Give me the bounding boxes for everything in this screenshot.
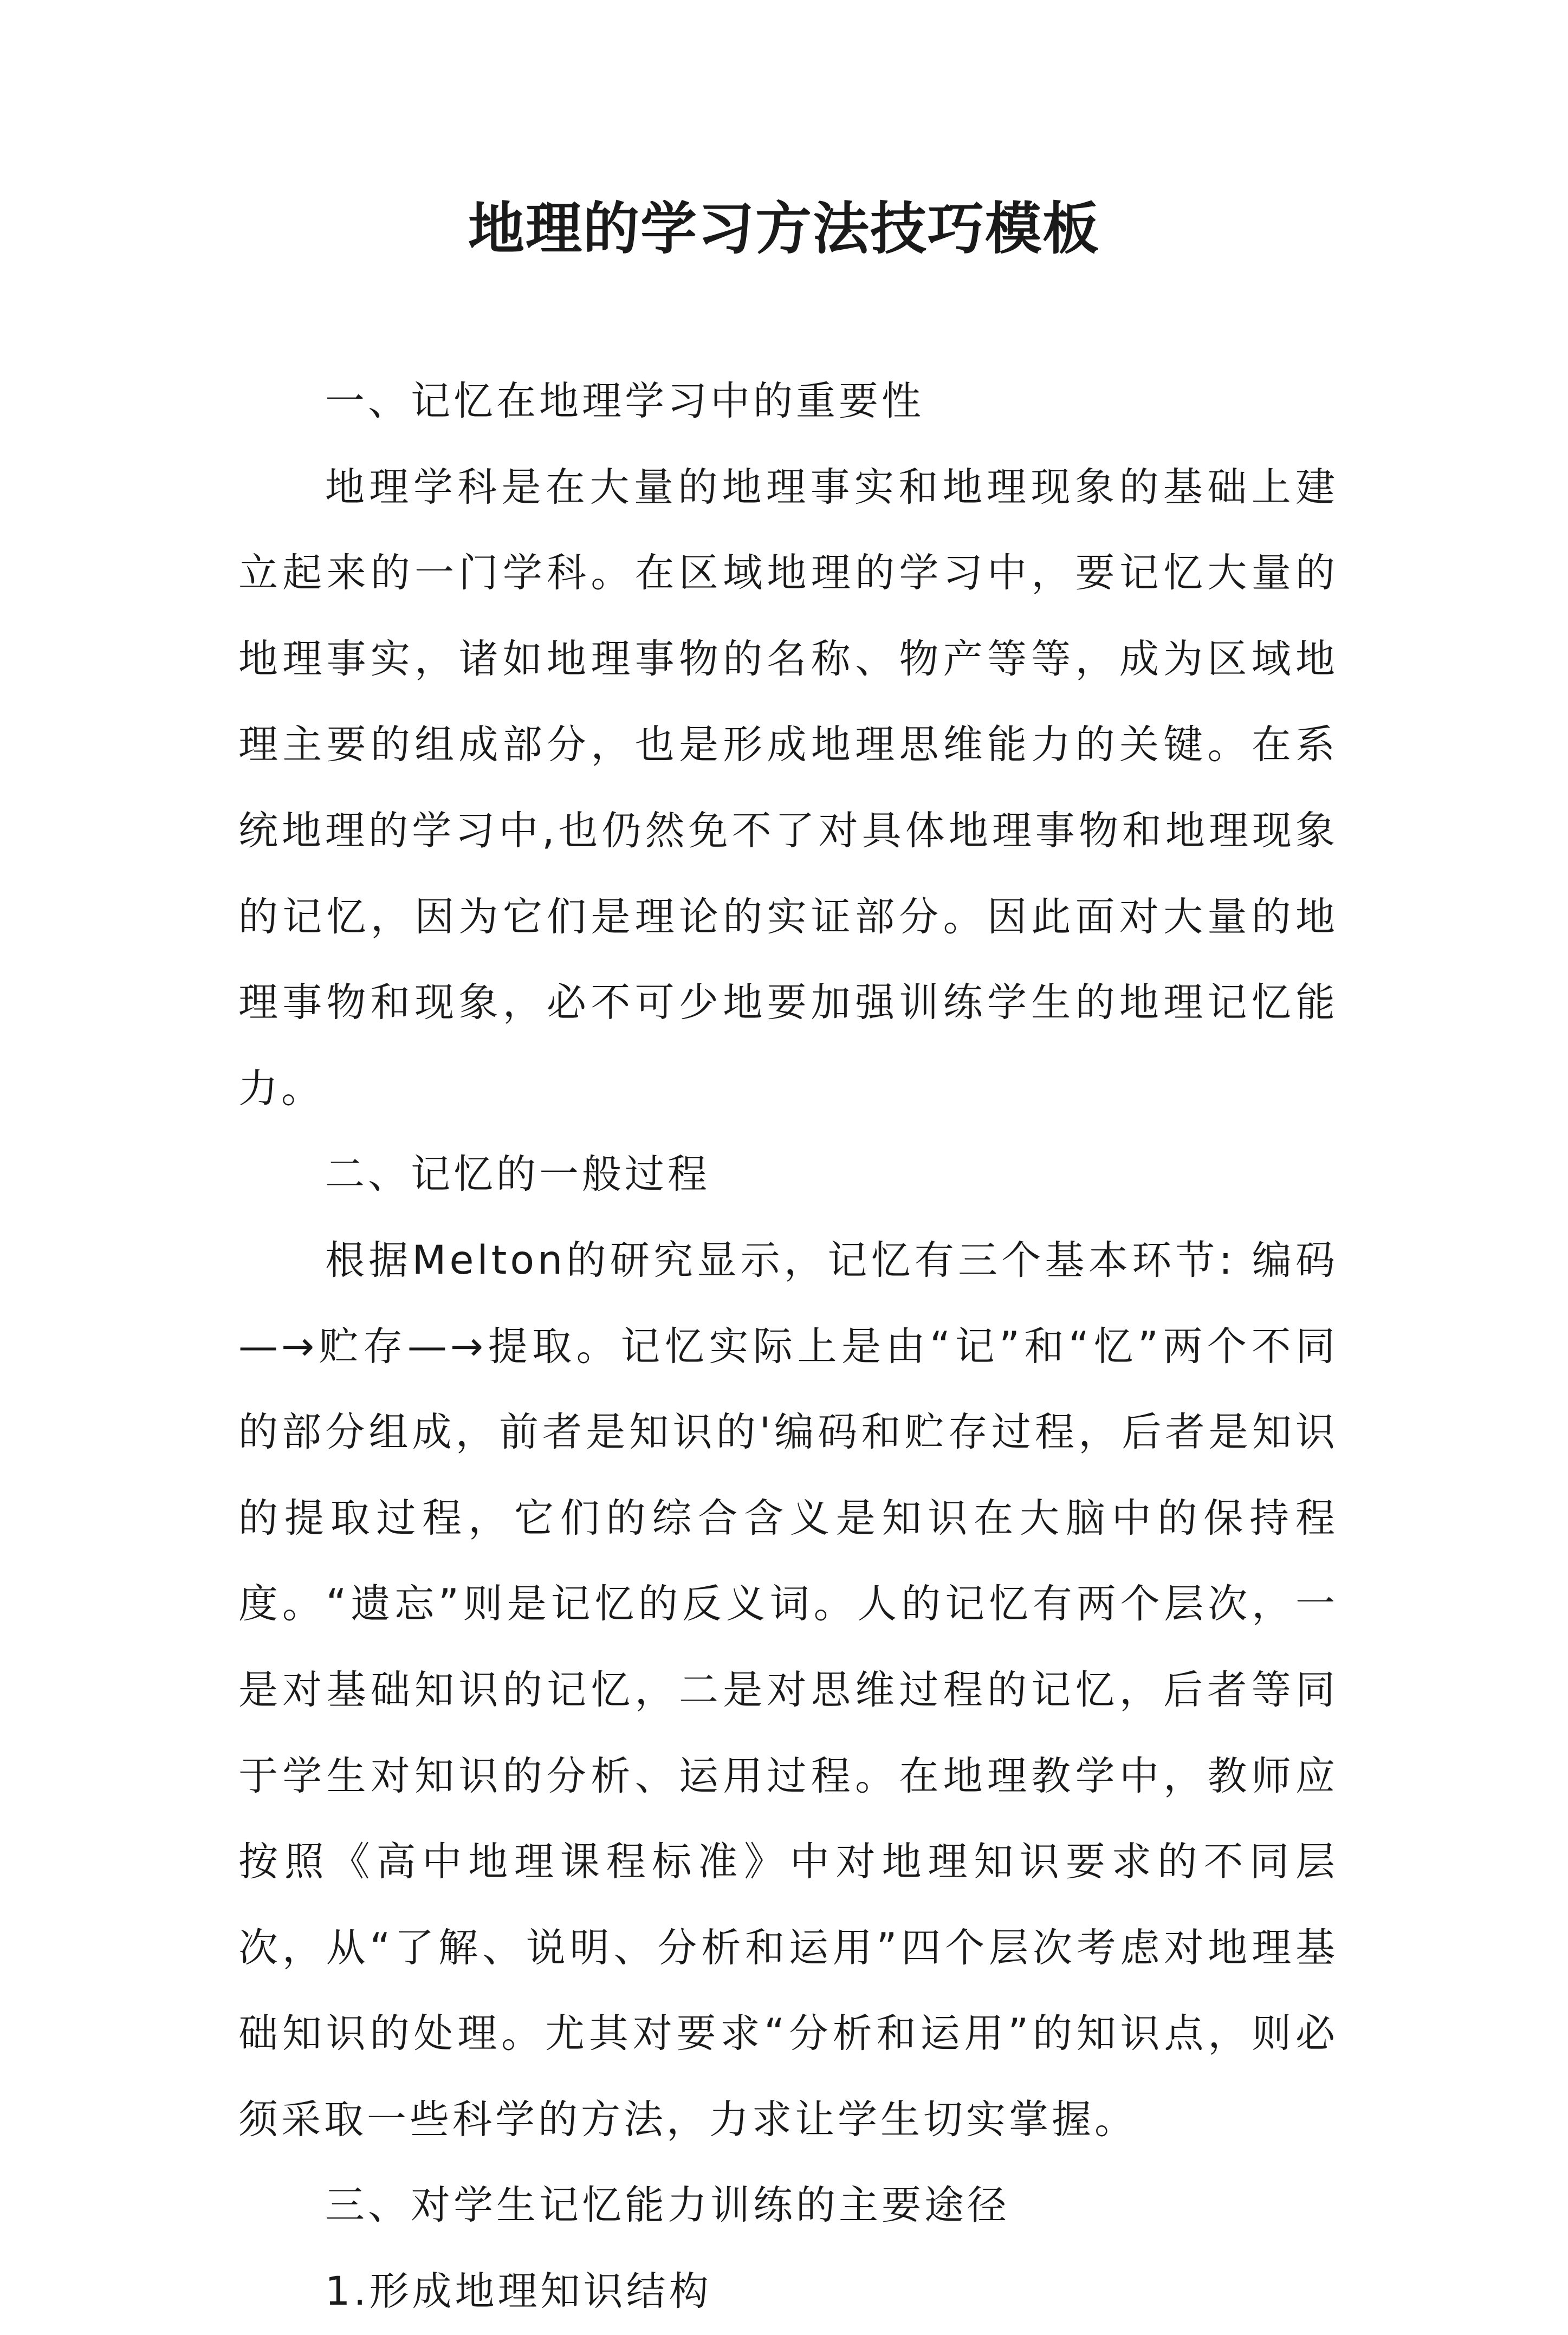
document-body <box>238 359 1338 2335</box>
document-title: 地理的学习方法技巧模板 <box>468 195 1100 262</box>
section-heading-1: 一、记忆在地理学习中的重要性 <box>325 378 924 424</box>
paragraph-importance: 地理学科是在大量的地理事实和地理现象的基础上建立起来的一门学科。在区域地理的学习中，要记忆大量的地理事实，诸如地理事物的名称、物产等等，成为区域地理主要的组成部分，也是形成地理思维能力的关键。在系统地理的学习中,也仍然免不了对具体地理事物和地理现象的记忆，因为它们是理论的实证部分。因此面对大量的地理事物和现象，必不可少地要加强训练学生的地理记忆能力。 <box>238 464 1338 1112</box>
section-heading-2: 二、记忆的一般过程 <box>325 1151 710 1198</box>
section-heading-3: 三、对学生记忆能力训练的主要途径 <box>325 2182 1010 2229</box>
paragraph-memory-process: 根据Melton的研究显示，记忆有三个基本环节: 编码—→贮存—→提取。记忆实际上是由“记”和“忆”两个不同的部分组成，前者是知识的'编码和贮存过程，后者是知识的提取过程，它们的综合含义是知识在大脑中的保持程度。“遗忘”则是记忆的反义词。人的记忆有两个层次，一是对基础知识的记忆，二是对思维过程的记忆，后者等同于学生对知识的分析、运用过程。在地理教学中，教师应按照《高中地理课程标准》中对地理知识要求的不同层次，从“了解、说明、分析和运用”四个层次考虑对地理基础知识的处理。尤其对要求“分析和运用”的知识点，则必须采取一些科学的方法，力求让学生切实掌握。 <box>238 1237 1338 2143</box>
subsection-heading-1: 1.形成地理知识结构 <box>325 2268 712 2315</box>
